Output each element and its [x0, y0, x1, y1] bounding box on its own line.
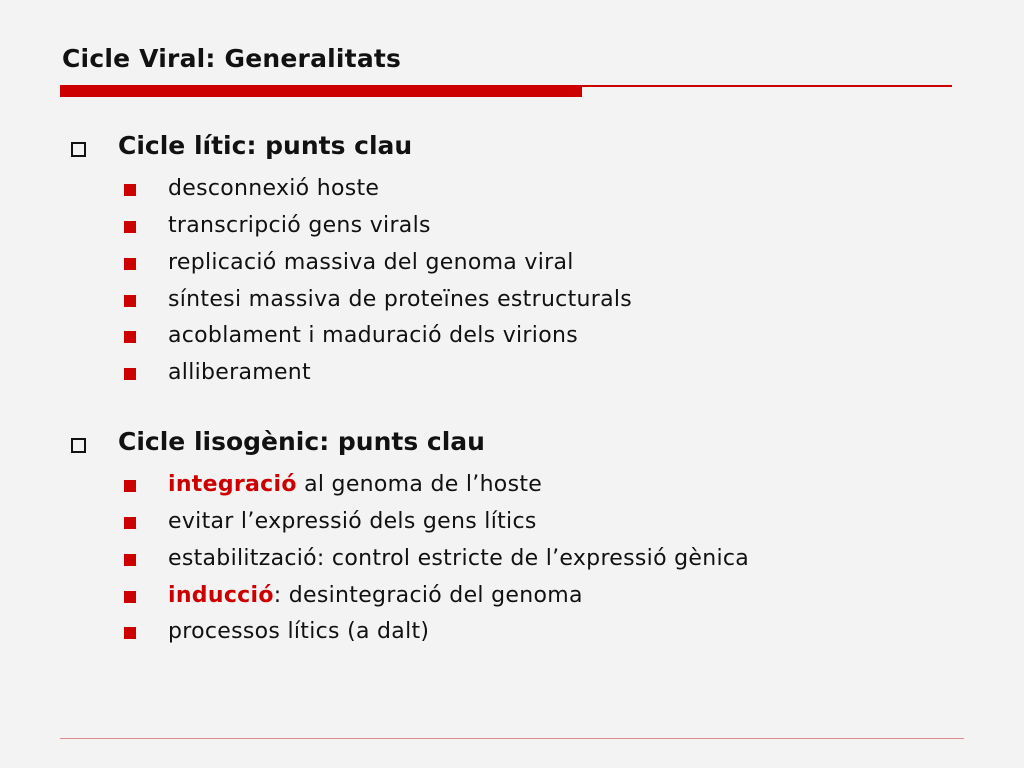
list-item-text: síntesi massiva de proteïnes estructurals: [168, 287, 633, 312]
square-bullet-icon: [124, 295, 136, 307]
highlighted-term: inducció: [168, 583, 274, 608]
title-underline-thick: [60, 86, 582, 97]
list-item-rest: : desintegració del genoma: [273, 583, 583, 608]
square-bullet-icon: [124, 480, 136, 492]
square-bullet-icon: [124, 591, 136, 603]
square-bullet-icon: [124, 258, 136, 270]
section-heading: Cicle lisogènic: punts clau: [118, 427, 485, 456]
list-item-text: alliberament: [168, 360, 311, 385]
section-heading: Cicle lític: punts clau: [118, 131, 413, 160]
square-bullet-icon: [124, 517, 136, 529]
square-bullet-icon: [124, 331, 136, 343]
list-item-text: [168, 583, 583, 608]
hollow-square-bullet-icon: [71, 142, 86, 157]
square-bullet-icon: [124, 184, 136, 196]
list-item-text: desconnexió hoste: [168, 176, 380, 201]
square-bullet-icon: [124, 627, 136, 639]
list-item-rest: al genoma de l’hoste: [296, 472, 543, 497]
highlighted-term: integració: [168, 472, 297, 497]
list-item-text: acoblament i maduració dels virions: [168, 323, 578, 348]
square-bullet-icon: [124, 368, 136, 380]
list-item-text: processos lítics (a dalt): [168, 619, 430, 644]
slide-title: Cicle Viral: Generalitats: [62, 44, 402, 73]
list-item-text: estabilització: control estricte de l’expressió gènica: [168, 546, 750, 571]
footer-divider: [60, 738, 964, 739]
list-item-text: replicació massiva del genoma viral: [168, 250, 574, 275]
square-bullet-icon: [124, 554, 136, 566]
hollow-square-bullet-icon: [71, 438, 86, 453]
square-bullet-icon: [124, 221, 136, 233]
list-item-text: transcripció gens virals: [168, 213, 431, 238]
list-item-text: [168, 472, 542, 497]
list-item-text: evitar l’expressió dels gens lítics: [168, 509, 537, 534]
